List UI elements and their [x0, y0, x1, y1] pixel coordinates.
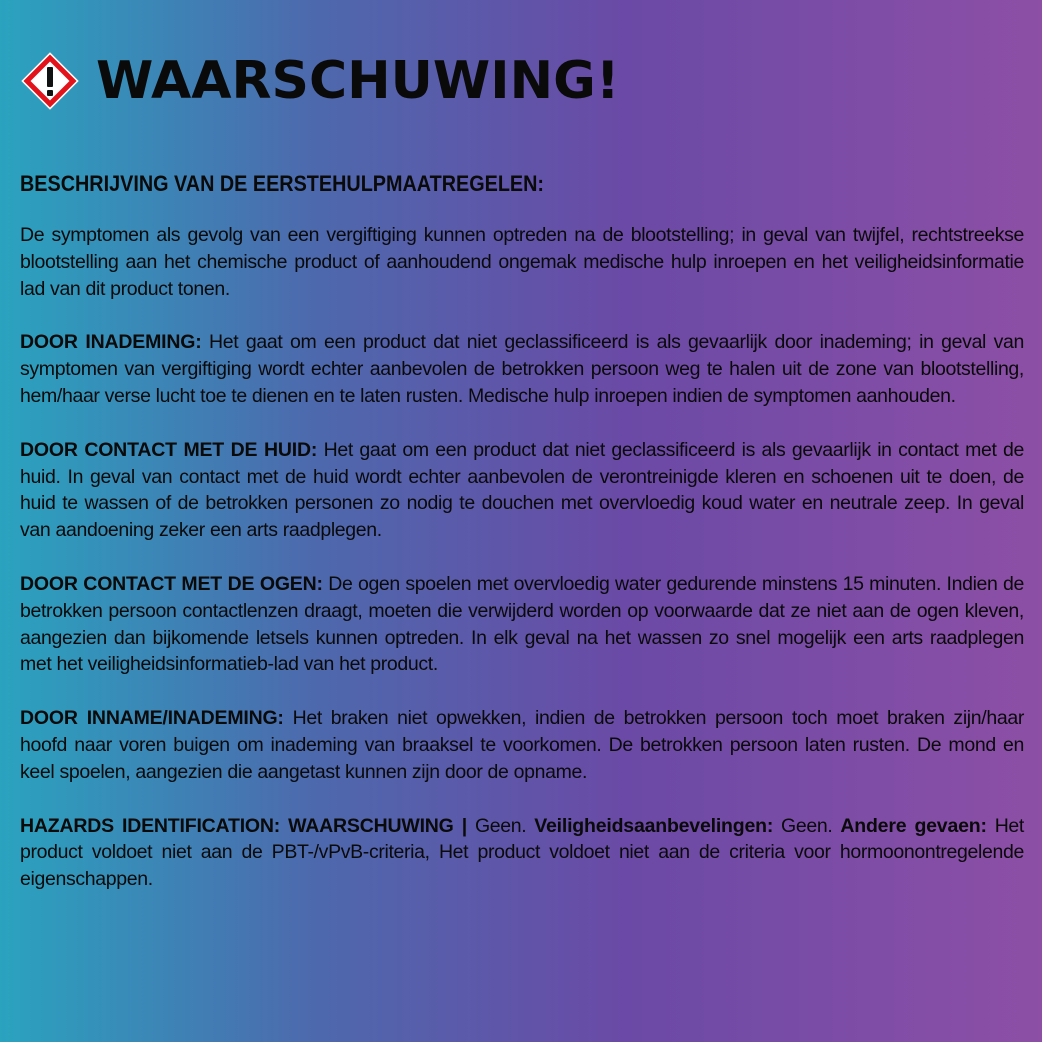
inademing-text: Het gaat om een product dat niet geclassificeerd is als gevaarlijk door inademing; in geval van symptomen van vergiftiging wordt echter aanbevolen de betrokken persoon weg te halen uit de zone van blootstelling, hem/haar verse lucht toe te dienen en te laten rusten. Medische hulp inroepen indien de symptomen aanhouden. — [20, 331, 1024, 407]
section-heading: BESCHRIJVING VAN DE EERSTEHULPMAATREGELEN: — [20, 171, 545, 196]
ogen-label: DOOR CONTACT MET DE OGEN: — [20, 572, 323, 595]
other-hazards-label: Andere gevaen: — [840, 814, 987, 837]
exclamation-diamond-icon — [20, 51, 80, 111]
page-title: WAARSCHUWING! — [96, 51, 620, 111]
ogen-paragraph — [20, 571, 1024, 678]
hazards-label: HAZARDS IDENTIFICATION: WAARSCHUWING | — [20, 814, 468, 837]
inademing-label: DOOR INADEMING: — [20, 331, 202, 354]
inademing-paragraph — [20, 329, 1024, 409]
huid-paragraph — [20, 437, 1024, 544]
safety-text: Geen. — [773, 814, 841, 837]
inname-text: Het braken niet opwekken, indien de betrokken persoon toch moet braken zijn/haar hoofd naar voren buigen om inademing van braaksel te voorkomen. De betrokken persoon laten rusten. De mond en keel spoelen, aangezien die aangetast kunnen zijn door de opname. — [20, 707, 1024, 783]
hazards-text: Geen. — [467, 814, 535, 837]
safety-label: Veiligheidsaanbevelingen: — [534, 814, 774, 837]
ogen-text: De ogen spoelen met overvloedig water gedurende minstens 15 minuten. Indien de betrokken persoon contactlenzen draagt, moeten die verwijderd worden op voorwaarde dat ze niet aan de ogen kleven, aangezien dan bijkomende letsels kunnen optreden. In elk geval na het wassen zo snel mogelijk een arts raadplegen met het veiligheidsinformatieb-lad van het product. — [20, 572, 1024, 676]
inname-label: DOOR INNAME/INADEMING: — [20, 707, 284, 730]
header — [20, 48, 620, 114]
huid-text: Het gaat om een product dat niet geclassificeerd is als gevaarlijk in contact met de huid. In geval van contact met de huid wordt echter aanbevolen de verontreinigde kleren en schoenen uit te doen, de huid te wassen of de betrokken personen zo nodig te douchen met overvloedig koud water en neutrale zeep. In geval van aandoening zeker een arts raadplegen. — [20, 438, 1024, 542]
inname-paragraph — [20, 705, 1024, 785]
huid-label: DOOR CONTACT MET DE HUID: — [20, 438, 318, 461]
first-aid-content — [20, 168, 1024, 920]
hazards-paragraph — [20, 813, 1024, 893]
other-hazards-text: Het product voldoet niet aan de PBT-/vPvB-criteria, Het product voldoet niet aan de criteria voor hormoonontregelende eigenschappen. — [20, 814, 1024, 891]
intro-paragraph: De symptomen als gevolg van een vergiftiging kunnen optreden na de blootstelling; in geval van twijfel, rechtstreekse blootstelling aan het chemische product of aanhoudend ongemak medische hulp inroepen en het veiligheidsinformatie lad van dit product tonen. — [20, 224, 1024, 300]
